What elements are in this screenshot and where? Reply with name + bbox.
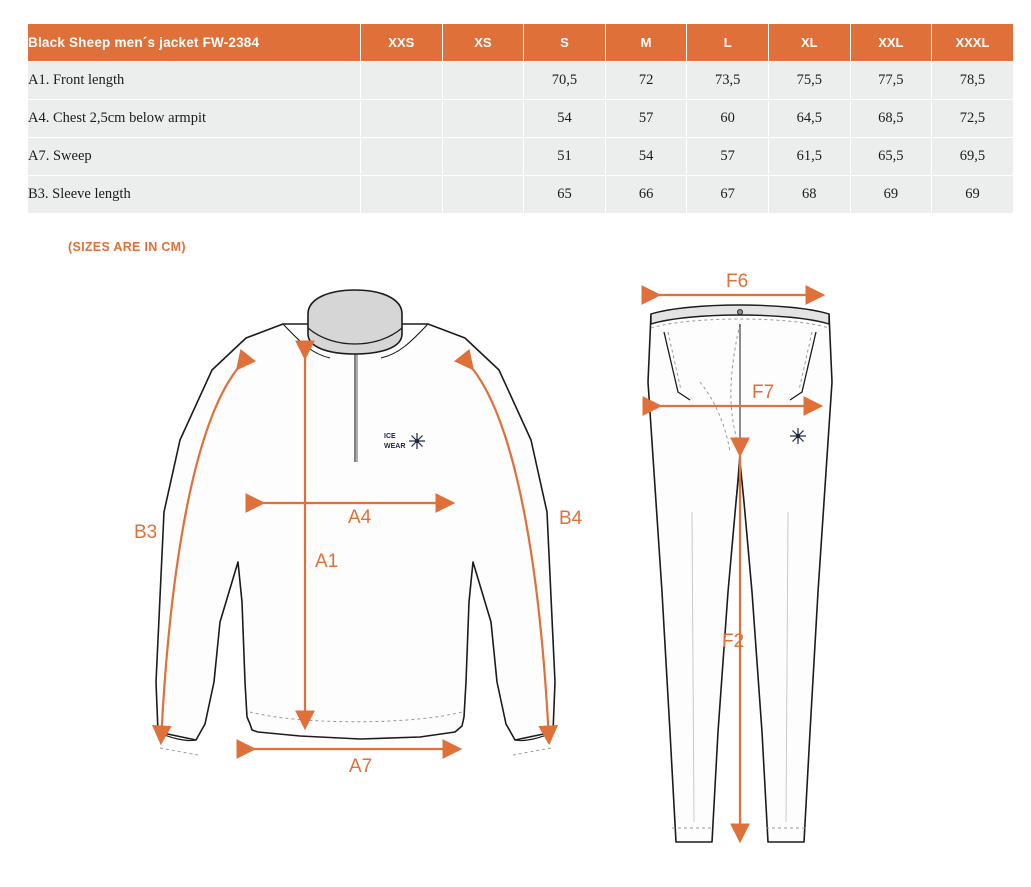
measure-label-f2: F2 [722, 631, 745, 652]
measure-label-f7: F7 [752, 382, 775, 403]
measurement-value: 72 [605, 62, 687, 100]
measurement-value: 72,5 [932, 100, 1014, 138]
measurement-value: 54 [605, 138, 687, 176]
measurement-label: A1. Front length [28, 62, 361, 100]
size-column-header-xl: XL [768, 24, 850, 62]
size-table-container [27, 23, 1004, 214]
measurement-value: 61,5 [768, 138, 850, 176]
measurement-label: B3. Sleeve length [28, 176, 361, 214]
measurement-value: 78,5 [932, 62, 1014, 100]
measurement-value: 51 [524, 138, 606, 176]
measurement-value: 69 [850, 176, 932, 214]
measurement-value: 68,5 [850, 100, 932, 138]
size-column-header-xs: XS [442, 24, 524, 62]
garment-diagrams-svg [0, 262, 1031, 882]
measurement-value: 54 [524, 100, 606, 138]
table-header-row [28, 24, 1014, 62]
measurement-value: 77,5 [850, 62, 932, 100]
measure-label-a1: A1 [315, 551, 339, 572]
measurement-value: 69 [932, 176, 1014, 214]
measurement-value: 67 [687, 176, 769, 214]
figures-area [0, 262, 1031, 882]
brand-line-1: ICE [384, 433, 396, 440]
measurement-value: 65 [524, 176, 606, 214]
measurement-value: 64,5 [768, 100, 850, 138]
size-column-header-xxs: XXS [361, 24, 443, 62]
measurement-value [442, 176, 524, 214]
measurement-value: 57 [687, 138, 769, 176]
measurement-value [361, 100, 443, 138]
measurement-value [442, 62, 524, 100]
size-table-header [28, 24, 1014, 62]
pants-illustration [648, 271, 832, 842]
measurement-value: 75,5 [768, 62, 850, 100]
measure-label-b4: B4 [559, 508, 583, 529]
size-table-body [28, 62, 1014, 214]
size-column-header-l: L [687, 24, 769, 62]
table-title-cell: Black Sheep men´s jacket FW-2384 [28, 24, 361, 62]
measure-label-f6: F6 [726, 271, 749, 292]
measurement-label: A7. Sweep [28, 138, 361, 176]
measure-label-a4: A4 [348, 507, 372, 528]
measure-label-b3: B3 [134, 522, 158, 543]
table-row [28, 138, 1014, 176]
measurement-label: A4. Chest 2,5cm below armpit [28, 100, 361, 138]
table-row [28, 176, 1014, 214]
measurement-value: 68 [768, 176, 850, 214]
units-note: (SIZES ARE IN CM) [68, 240, 186, 254]
measurement-value: 70,5 [524, 62, 606, 100]
measurement-value [442, 138, 524, 176]
measurement-value [361, 176, 443, 214]
size-column-header-xxxl: XXXL [932, 24, 1014, 62]
size-column-header-s: S [524, 24, 606, 62]
measurement-value: 73,5 [687, 62, 769, 100]
jacket-illustration [134, 290, 583, 777]
table-row [28, 62, 1014, 100]
brand-line-2: WEAR [384, 443, 406, 450]
measurement-value [442, 100, 524, 138]
size-column-header-xxl: XXL [850, 24, 932, 62]
measurement-value: 60 [687, 100, 769, 138]
measurement-value: 65,5 [850, 138, 932, 176]
measurement-value: 66 [605, 176, 687, 214]
size-column-header-m: M [605, 24, 687, 62]
table-row [28, 100, 1014, 138]
measure-label-a7: A7 [349, 756, 373, 777]
measurement-value: 57 [605, 100, 687, 138]
measurement-value [361, 138, 443, 176]
size-table [27, 23, 1014, 214]
measurement-value [361, 62, 443, 100]
measurement-value: 69,5 [932, 138, 1014, 176]
